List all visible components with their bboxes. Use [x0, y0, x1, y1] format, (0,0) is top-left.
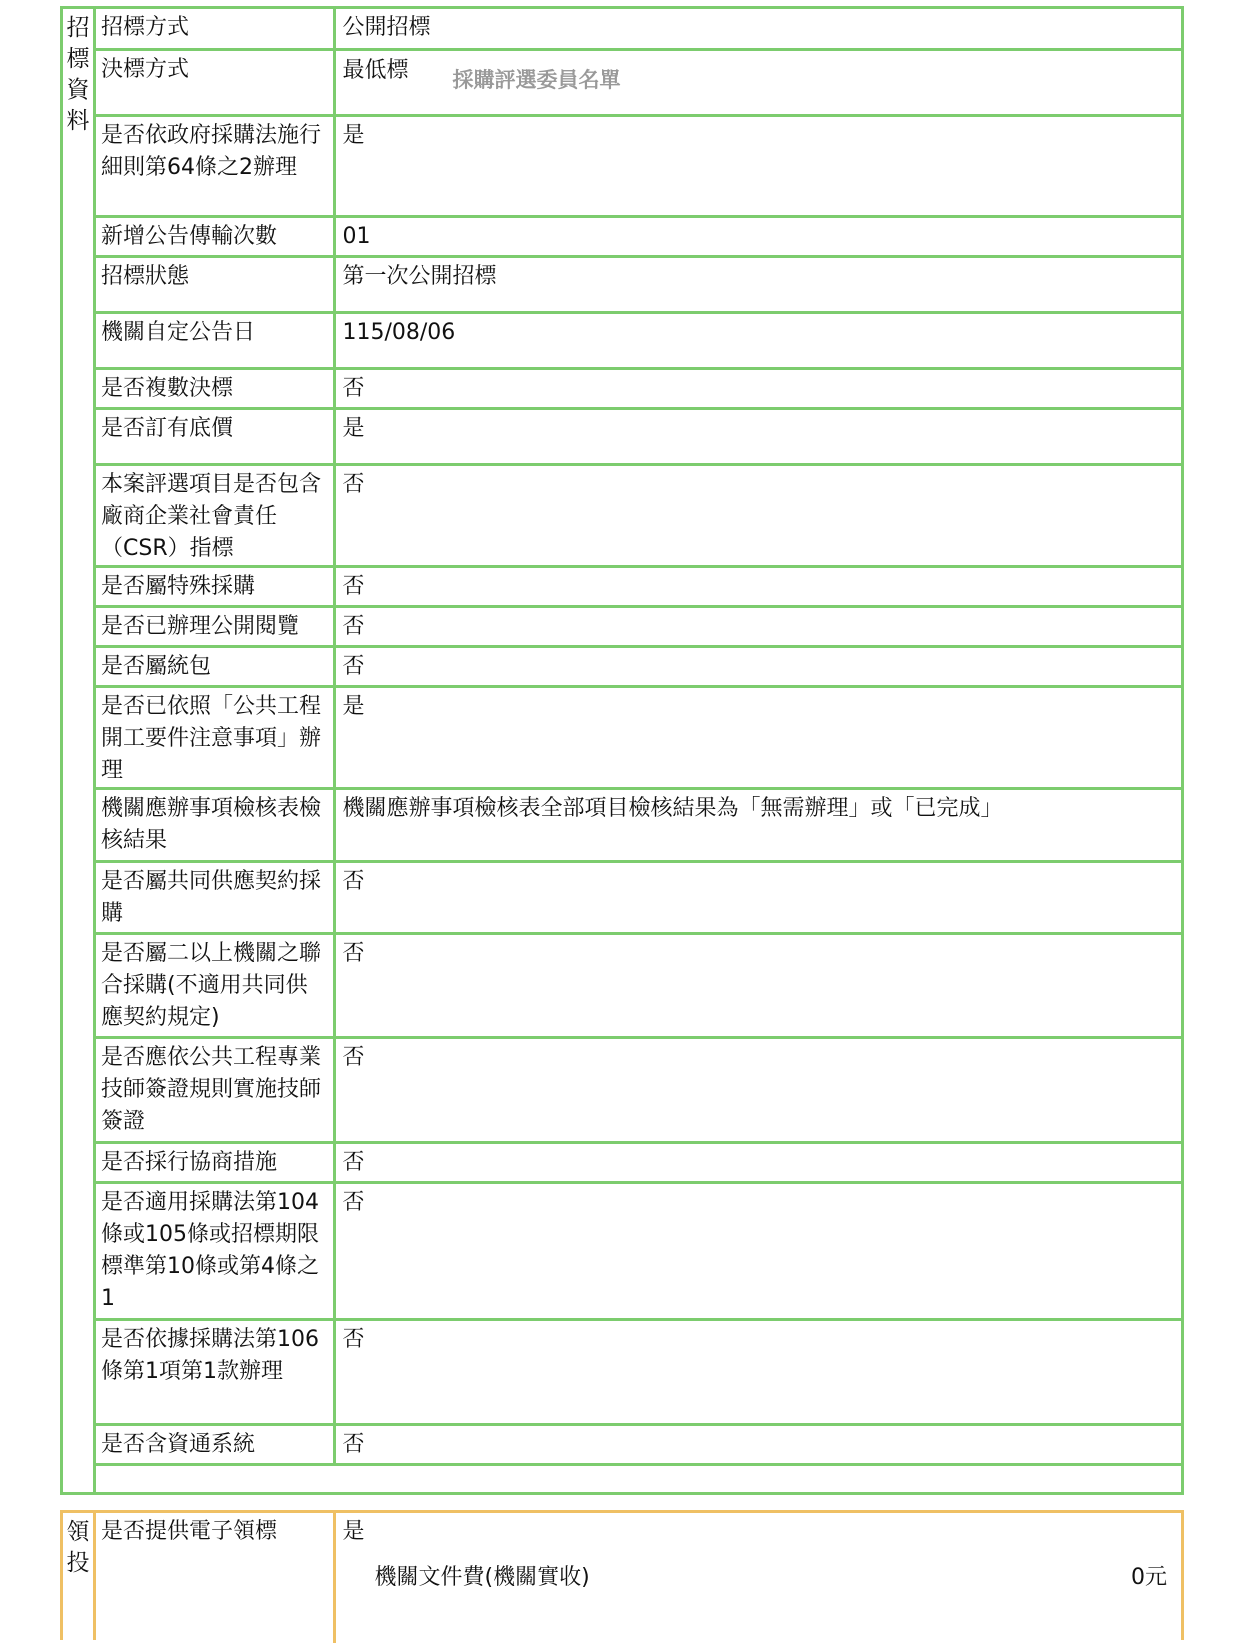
table-row	[96, 686, 1181, 788]
table-row	[96, 216, 1181, 256]
field-label: 是否屬特殊採購	[96, 566, 334, 606]
field-value: 否	[334, 1037, 1181, 1142]
table-row	[96, 464, 1181, 566]
table-row	[96, 646, 1181, 686]
document-fee-label: 機關文件費(機關實收)	[374, 1565, 590, 1590]
table-row	[96, 1513, 1181, 1643]
document-fee-value: 0元	[1131, 1565, 1167, 1590]
table-row	[96, 1319, 1181, 1424]
field-label: 是否依據採購法第106條第1項第1款辦理	[96, 1319, 334, 1424]
field-value: 否	[334, 861, 1181, 933]
document-fee-row	[343, 1562, 1178, 1594]
field-label: 是否屬二以上機關之聯合採購(不適用共同供應契約規定)	[96, 933, 334, 1037]
field-label: 是否依政府採購法施行細則第64條之2辦理	[96, 115, 334, 216]
field-value: 否	[334, 368, 1181, 408]
field-label: 是否適用採購法第104條或105條或招標期限標準第10條或第4條之1	[96, 1182, 334, 1319]
table-row	[96, 933, 1181, 1037]
tender-info-table	[96, 9, 1181, 1466]
field-value: 公開招標	[334, 9, 1181, 49]
field-value: 否	[334, 933, 1181, 1037]
field-value: 否	[334, 606, 1181, 646]
field-label: 是否屬共同供應契約採購	[96, 861, 334, 933]
table-row	[96, 606, 1181, 646]
evaluation-committee-link[interactable]: 採購評選委員名單	[452, 67, 621, 92]
field-value: 否	[334, 646, 1181, 686]
table-row	[96, 9, 1181, 49]
table-row	[96, 312, 1181, 368]
field-value: 否	[334, 1182, 1181, 1319]
field-label: 新增公告傳輸次數	[96, 216, 334, 256]
field-label: 決標方式	[96, 49, 334, 115]
table-row	[96, 788, 1181, 861]
field-value	[334, 1513, 1181, 1643]
field-label: 本案評選項目是否包含廠商企業社會責任（CSR）指標	[96, 464, 334, 566]
bid-collection-table	[96, 1513, 1181, 1643]
table-row	[96, 115, 1181, 216]
field-value: 否	[334, 566, 1181, 606]
field-label: 是否已辦理公開閱覽	[96, 606, 334, 646]
field-label: 是否應依公共工程專業技師簽證規則實施技師簽證	[96, 1037, 334, 1142]
table-row	[96, 566, 1181, 606]
table-row	[96, 49, 1181, 115]
table-row	[96, 1142, 1181, 1182]
field-value	[334, 49, 1181, 115]
electronic-pickup-value: 是	[342, 1519, 365, 1544]
tender-info-section	[60, 6, 1184, 1495]
field-value: 否	[334, 1142, 1181, 1182]
field-label: 招標狀態	[96, 256, 334, 312]
award-method-value: 最低標	[342, 57, 409, 83]
field-value: 是	[334, 115, 1181, 216]
field-value: 機關應辦事項檢核表全部項目檢核結果為「無需辦理」或「已完成」	[334, 788, 1181, 861]
field-label: 是否複數決標	[96, 368, 334, 408]
field-label: 是否採行協商措施	[96, 1142, 334, 1182]
table-row	[96, 861, 1181, 933]
field-value: 是	[334, 408, 1181, 464]
field-label: 是否屬統包	[96, 646, 334, 686]
bid-collection-section	[60, 1510, 1184, 1640]
table-row	[96, 1182, 1181, 1319]
table-row	[96, 368, 1181, 408]
field-label: 是否提供電子領標	[96, 1513, 334, 1643]
field-value: 否	[334, 464, 1181, 566]
field-value: 第一次公開招標	[334, 256, 1181, 312]
field-label: 招標方式	[96, 9, 334, 49]
field-label: 機關自定公告日	[96, 312, 334, 368]
table-row	[96, 408, 1181, 464]
table-row	[96, 1037, 1181, 1142]
field-value: 01	[334, 216, 1181, 256]
section-label-tender-info: 招 標 資 料	[63, 9, 96, 1492]
table-row	[96, 256, 1181, 312]
table-row	[96, 1424, 1181, 1464]
field-value: 否	[334, 1424, 1181, 1464]
field-label: 機關應辦事項檢核表檢核結果	[96, 788, 334, 861]
section-label-bid-collection: 領 投	[63, 1513, 96, 1640]
field-value: 115/08/06	[334, 312, 1181, 368]
field-label: 是否訂有底價	[96, 408, 334, 464]
field-value: 是	[334, 686, 1181, 788]
field-value: 否	[334, 1319, 1181, 1424]
field-label: 是否含資通系統	[96, 1424, 334, 1464]
field-label: 是否已依照「公共工程開工要件注意事項」辦理	[96, 686, 334, 788]
